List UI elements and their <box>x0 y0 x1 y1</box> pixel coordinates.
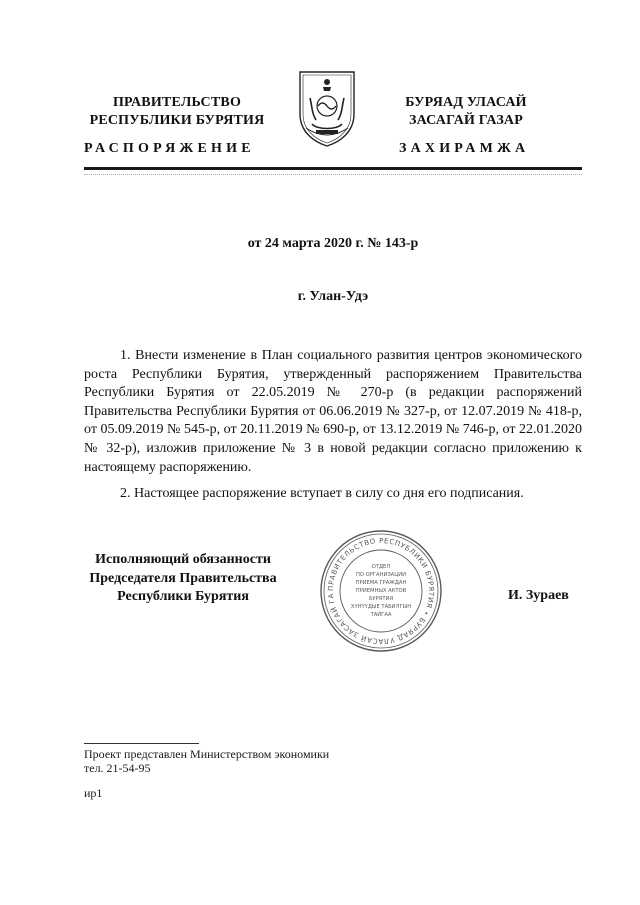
svg-text:ПРАВИТЕЛЬСТВО РЕСПУБЛИКИ БУРЯТ <box>318 528 435 645</box>
seal-line5: БУРЯТИЯ <box>368 596 394 602</box>
signatory-title-line3: Республики Бурятия <box>117 589 249 605</box>
signatory-title <box>72 551 294 607</box>
footer-phone: тел. 21-54-95 <box>84 761 151 775</box>
header-divider <box>84 167 582 170</box>
paragraph-1-text: 1. Внести изменение в План социального развития центров экономического роста Республики Бурятия, утвержденный распоряжением Правительства Республики Бурятия от 22.05.2019 № 270-р (в редакции распоряжений Правительства Республики Бурятия от 06.06.2019 № 327-р, от 12.07.2019 № 418-р, от 05.09.2019 № 545-р, от 20.11.2019 № 690-р, от 13.12.2019 № 746-р, от 22.01.2020 № 32-р), изложив приложение № 3 в новой редакции согласно приложению к настоящему распоряжению. <box>84 348 582 475</box>
coat-of-arms-icon <box>296 68 358 148</box>
header-right-line1: БУРЯАД УЛАСАЙ <box>405 95 527 110</box>
doc-type-right: ЗАХИРАМЖА <box>399 141 530 156</box>
header-left-line2: РЕСПУБЛИКИ БУРЯТИЯ <box>89 113 265 128</box>
seal-line7: ТАЙГАА <box>370 612 392 618</box>
header-left-line1: ПРАВИТЕЛЬСТВО <box>112 95 242 110</box>
date-number: от 24 марта 2020 г. № 143-р <box>247 236 419 251</box>
header-dotted-divider <box>84 174 582 176</box>
seal-line6: ХҮНҮҮДЫЕ ТАБИЛГЫН <box>350 604 412 610</box>
seal-line4: ПРИЕМНЫХ АКТОВ <box>355 588 407 594</box>
signatory-title-line2: Председателя Правительства <box>89 570 277 586</box>
paragraph-2 <box>84 485 582 504</box>
header-right <box>366 94 566 130</box>
official-seal-icon <box>318 528 444 654</box>
seal-line3: ПРИЕМА ГРАЖДАН <box>355 580 407 586</box>
paragraph-1 <box>84 347 582 477</box>
footer-code: ир1 <box>84 786 103 800</box>
signatory-name: И. Зураев <box>508 588 569 603</box>
header-left <box>72 94 282 130</box>
signatory-title-line1: Исполняющий обязанности <box>95 552 271 567</box>
seal-ring-text: ПРАВИТЕЛЬСТВО РЕСПУБЛИКИ БУРЯТИЯ • БУРЯАД УЛАСАЙ ЗАСАГАЙ ГА <box>326 536 436 646</box>
paragraph-2-text: 2. Настоящее распоряжение вступает в силу со дня его подписания. <box>120 486 524 501</box>
footer-prepared-by: Проект представлен Министерством экономики <box>84 747 330 761</box>
footer-divider <box>84 743 199 744</box>
doc-type-left: РАСПОРЯЖЕНИЕ <box>84 141 255 156</box>
seal-line2: ПО ОРГАНИЗАЦИИ <box>355 572 407 578</box>
header-right-line2: ЗАСАГАЙ ГАЗАР <box>408 113 523 128</box>
city: г. Улан-Удэ <box>297 289 369 304</box>
seal-line1: ОТДЕЛ <box>371 564 391 570</box>
